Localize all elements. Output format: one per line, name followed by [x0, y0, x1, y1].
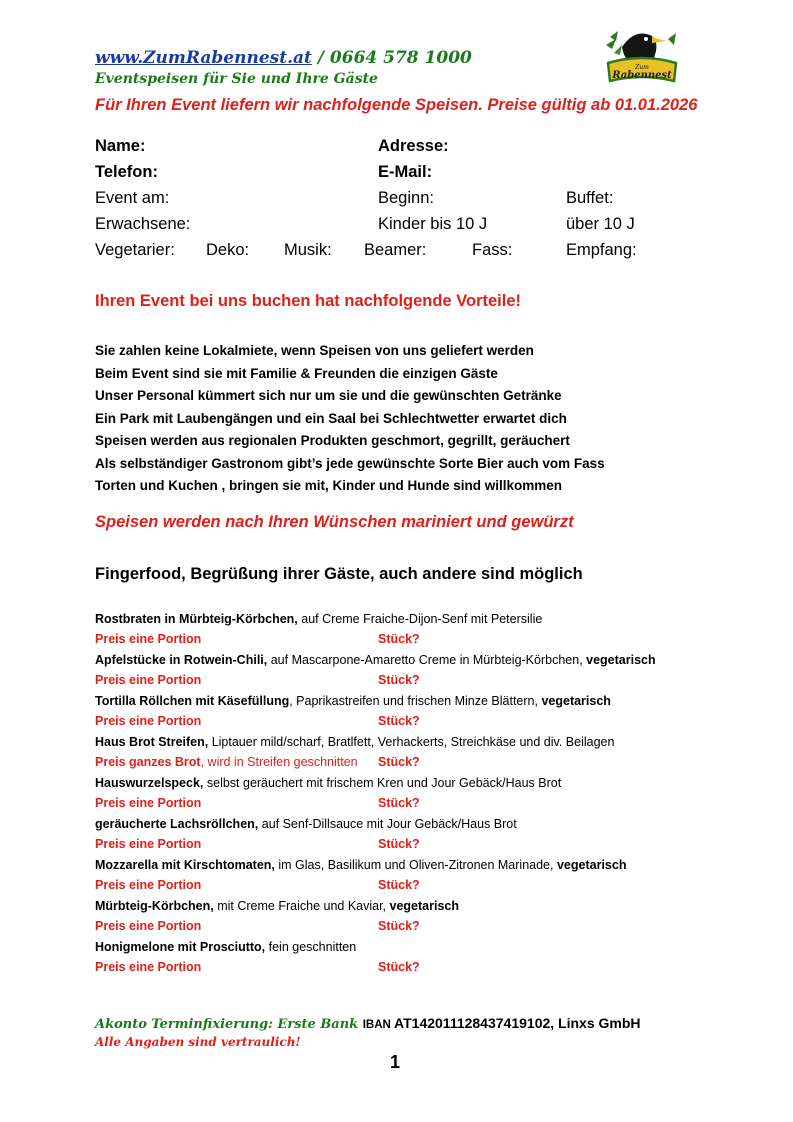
- price-text: Preis ganzes Brot: [95, 755, 201, 769]
- menu-item-description: [95, 940, 356, 954]
- item-name: Mozzarella mit Kirschtomaten,: [95, 858, 275, 872]
- advantage-item: Speisen werden aus regionalen Produkten geschmort, gegrillt, geräuchert: [95, 433, 570, 448]
- price-text: Preis eine Portion: [95, 796, 202, 810]
- advantages-title: Ihren Event bei uns buchen hat nachfolgende Vorteile!: [95, 292, 522, 310]
- item-veg: vegetarisch: [541, 694, 611, 708]
- website-link[interactable]: www.ZumRabennest.at: [95, 48, 312, 68]
- price-label: [95, 714, 201, 728]
- price-text: Preis eine Portion: [95, 673, 202, 687]
- price-text: Preis eine Portion: [95, 919, 202, 933]
- section-title: Fingerfood, Begrüßung ihrer Gäste, auch andere sind möglich: [95, 565, 583, 583]
- intro-text: Für Ihren Event liefern wir nachfolgende Speisen. Preise gültig ab 01.01.2026: [95, 96, 698, 114]
- label-vegetarier: Vegetarier:: [95, 241, 175, 259]
- price-label: [95, 960, 201, 974]
- advantage-item: Beim Event sind sie mit Familie & Freunden die einzigen Gäste: [95, 366, 498, 381]
- menu-item-description: [95, 858, 626, 872]
- iban-label: IBAN: [362, 1019, 395, 1031]
- price-text: Preis eine Portion: [95, 714, 202, 728]
- price-extra: , wird in Streifen geschnitten: [200, 755, 358, 769]
- marinade-note: Speisen werden nach Ihren Wünschen mariniert und gewürzt: [95, 513, 574, 531]
- label-deko: Deko:: [206, 241, 250, 259]
- price-text: Preis eine Portion: [95, 837, 202, 851]
- item-name: Honigmelone mit Prosciutto,: [95, 940, 266, 954]
- label-kinder: Kinder bis 10 J: [378, 215, 488, 233]
- item-name: Tortilla Röllchen mit Käsefüllung: [95, 694, 290, 708]
- svg-text:Rabennest: Rabennest: [612, 70, 672, 81]
- item-name: Haus Brot Streifen,: [95, 735, 209, 749]
- menu-item-description: [95, 694, 611, 708]
- label-name: Name:: [95, 137, 146, 155]
- header-contact: [95, 48, 472, 68]
- footer-confidential: Alle Angaben sind vertraulich!: [95, 1035, 301, 1049]
- price-label: [95, 632, 201, 646]
- price-text: Preis eine Portion: [95, 878, 202, 892]
- label-erwachsene: Erwachsene:: [95, 215, 191, 233]
- label-beamer: Beamer:: [364, 241, 427, 259]
- advantage-item: Ein Park mit Laubengängen und ein Saal bei Schlechtwetter erwartet dich: [95, 411, 567, 426]
- item-desc: auf Creme Fraiche-Dijon-Senf mit Petersilie: [297, 612, 543, 626]
- item-desc: im Glas, Basilikum und Oliven-Zitronen Marinade,: [274, 858, 557, 872]
- iban-value: AT142011128437419102, Linxs GmbH: [394, 1015, 641, 1031]
- stueck-label: Stück?: [378, 878, 420, 892]
- label-fass: Fass:: [472, 241, 513, 259]
- advantage-item: Als selbständiger Gastronom gibt’s jede gewünschte Sorte Bier auch vom Fass: [95, 456, 605, 471]
- rabennest-logo: [602, 25, 682, 95]
- stueck-label: Stück?: [378, 919, 420, 933]
- stueck-label: Stück?: [378, 673, 420, 687]
- price-text: Preis eine Portion: [95, 632, 202, 646]
- item-name: Apfelstücke in Rotwein-Chili,: [95, 653, 268, 667]
- item-veg: vegetarisch: [586, 653, 656, 667]
- label-beginn: Beginn:: [378, 189, 434, 207]
- menu-item-description: [95, 653, 656, 667]
- item-name: Hauswurzelspeck,: [95, 776, 204, 790]
- price-label: [95, 919, 201, 933]
- footer-akonto: Akonto Terminfixierung: Erste Bank: [95, 1017, 363, 1032]
- header-tagline: Eventspeisen für Sie und Ihre Gäste: [95, 71, 378, 87]
- item-desc: auf Senf-Dillsauce mit Jour Gebäck/Haus Brot: [258, 817, 517, 831]
- label-buffet: Buffet:: [566, 189, 614, 207]
- menu-item-description: [95, 612, 542, 626]
- price-text: Preis eine Portion: [95, 960, 202, 974]
- advantage-item: Sie zahlen keine Lokalmiete, wenn Speisen von uns geliefert werden: [95, 343, 534, 358]
- svg-text:Zum: Zum: [635, 64, 649, 71]
- menu-item-description: [95, 817, 517, 831]
- stueck-label: Stück?: [378, 837, 420, 851]
- label-empfang: Empfang:: [566, 241, 637, 259]
- page-number: 1: [390, 1052, 401, 1072]
- item-desc: selbst geräuchert mit frischem Kren und Jour Gebäck/Haus Brot: [203, 776, 562, 790]
- item-veg: vegetarisch: [389, 899, 459, 913]
- price-label: [95, 837, 201, 851]
- label-email: E-Mail:: [378, 163, 433, 181]
- item-name: geräucherte Lachsröllchen,: [95, 817, 259, 831]
- item-veg: vegetarisch: [556, 858, 627, 872]
- menu-item-description: [95, 776, 561, 790]
- item-name: Mürbteig-Körbchen,: [95, 899, 214, 913]
- stueck-label: Stück?: [378, 796, 420, 810]
- stueck-label: Stück?: [378, 714, 420, 728]
- price-label: [95, 755, 358, 769]
- price-label: [95, 673, 201, 687]
- item-desc: , Paprikastreifen und frischen Minze Blättern,: [289, 694, 542, 708]
- stueck-label: Stück?: [378, 960, 420, 974]
- item-desc: Liptauer mild/scharf, Bratlfett, Verhackerts, Streichkäse und div. Beilagen: [208, 735, 615, 749]
- label-event-am: Event am:: [95, 189, 170, 207]
- advantage-item: Unser Personal kümmert sich nur um sie und die gewünschten Getränke: [95, 388, 562, 403]
- item-desc: fein geschnitten: [265, 940, 357, 954]
- stueck-label: Stück?: [378, 755, 420, 769]
- item-name: Rostbraten in Mürbteig-Körbchen,: [95, 612, 298, 626]
- advantage-item: Torten und Kuchen , bringen sie mit, Kinder und Hunde sind willkommen: [95, 478, 563, 493]
- label-ueber-10: über 10 J: [566, 215, 635, 233]
- menu-item-description: [95, 735, 614, 749]
- item-desc: mit Creme Fraiche und Kaviar,: [213, 899, 390, 913]
- menu-item-description: [95, 899, 459, 913]
- price-label: [95, 796, 201, 810]
- phone-number: / 0664 578 1000: [311, 48, 472, 68]
- stueck-label: Stück?: [378, 632, 420, 646]
- label-adresse: Adresse:: [378, 137, 449, 155]
- footer-bank-info: [95, 1015, 641, 1033]
- item-desc: auf Mascarpone-Amaretto Creme in Mürbteig-Körbchen,: [267, 653, 587, 667]
- label-musik: Musik:: [284, 241, 332, 259]
- price-label: [95, 878, 201, 892]
- label-telefon: Telefon:: [95, 163, 158, 181]
